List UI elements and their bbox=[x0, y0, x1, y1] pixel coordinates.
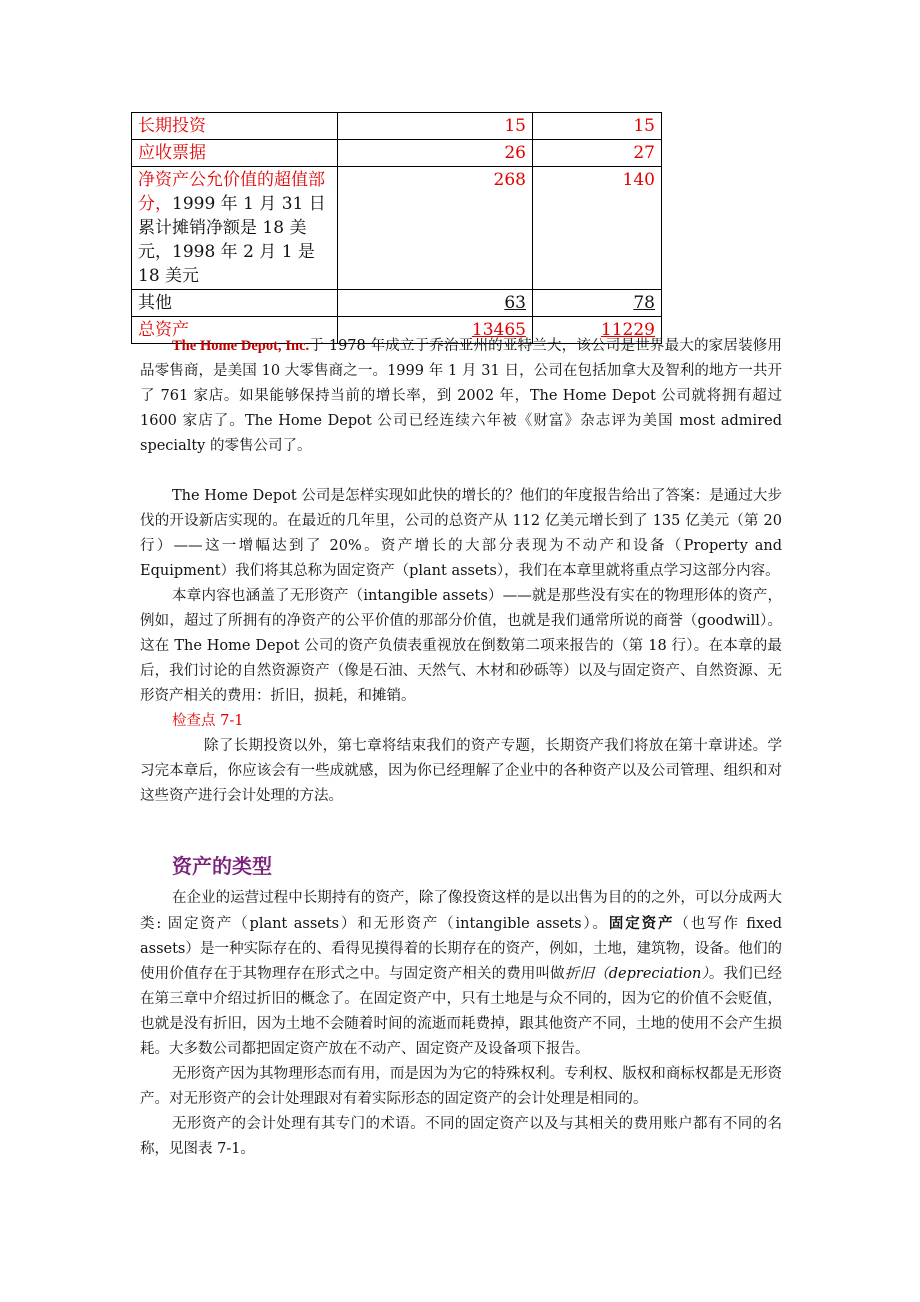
table-row bbox=[132, 140, 662, 167]
paragraph-asset-types bbox=[140, 886, 782, 1062]
row-label: 长期投资 bbox=[132, 113, 338, 140]
value-1998: 15 bbox=[533, 113, 662, 140]
paragraph-intangible-assets: 无形资产因为其物理形态而有用，而是因为为它的特殊权利。专利权、版权和商标权都是无形资产。对无形资产的会计处理跟对有着实际形态的固定资产的会计处理是相同的。 bbox=[140, 1066, 782, 1107]
value-1999: 13465 bbox=[338, 317, 533, 344]
checkpoint-label: 检查点 7-1 bbox=[172, 713, 244, 729]
body-text-lower bbox=[140, 886, 782, 1162]
term-depreciation: 折旧（depreciation） bbox=[564, 966, 709, 982]
paragraph-intangible: 本章内容也涵盖了无形资产（intangible assets）——就是那些没有实在的物理形体的资产，例如，超过了所拥有的净资产的公平价值的那部分价值，也就是我们通常所说的商誉（goodwill）。这在 The Home Depot 公司的资产负债表重视放在倒数第二项来报告的（第 18 行）。在本章的最后，我们讨论的自然资源资产（像是石油、天然气、木材和砂砾等）以及与固定资产、自然资源、无形资产相关的费用：折旧，损耗，和摊销。 bbox=[140, 588, 782, 704]
text-span: 在企业的运营过程中长期持有的资产，除了像投资这样的是以出售为目的的之外，可以分成两大类: 固定资产（plant assets）和无形资产（intangible assets）。 bbox=[140, 890, 782, 932]
row-label-note: 1999 年 1 月 31 日累计摊销净额是 18 美元，1998 年 2 月 1 是 18 美元 bbox=[138, 194, 326, 286]
section-heading: 资产的类型 bbox=[172, 854, 272, 878]
value-1998: 11229 bbox=[533, 317, 662, 344]
value-1999: 63 bbox=[338, 290, 533, 317]
text-span: 。我们已经在第三章中介绍过折旧的概念了。在固定资产中，只有土地是与众不同的，因为它的价值不会贬值，也就是没有折旧，因为土地不会随着时间的流逝而耗费掉，跟其他资产不同，土地的使用不会产生损耗。大多数公司都把固定资产放在不动产、固定资产及设备项下报告。 bbox=[140, 966, 783, 1057]
value-1999: 15 bbox=[338, 113, 533, 140]
value-1998: 78 bbox=[533, 290, 662, 317]
paragraph-terminology: 无形资产的会计处理有其专门的术语。不同的固定资产以及与其相关的费用账户都有不同的名称，见图表 7-1。 bbox=[140, 1116, 782, 1157]
value-1998: 27 bbox=[533, 140, 662, 167]
value-1998: 140 bbox=[533, 167, 662, 290]
body-text-upper bbox=[140, 334, 782, 809]
paragraph-intro bbox=[140, 334, 782, 459]
value-1999: 268 bbox=[338, 167, 533, 290]
row-label: 其他 bbox=[132, 290, 338, 317]
row-label: 应收票据 bbox=[132, 140, 338, 167]
row-label: 总资产 bbox=[132, 317, 338, 344]
table-row bbox=[132, 290, 662, 317]
table-row bbox=[132, 113, 662, 140]
paragraph-growth: The Home Depot 公司是怎样实现如此快的增长的？他们的年度报告给出了答案：是通过大步伐的开设新店实现的。在最近的几年里，公司的总资产从 112 亿美元增长到了 135 亿美元（第 20 行）——这一增幅达到了 20%。资产增长的大部分表现为不动产和设备（Property and Equipment）我们将其总称为固定资产（plant assets），我们在本章里就将重点学习这部分内容。 bbox=[140, 488, 782, 579]
row-label bbox=[132, 167, 338, 290]
table-row bbox=[132, 167, 662, 290]
blank-line bbox=[140, 459, 782, 484]
balance-sheet-table bbox=[131, 112, 662, 344]
row-label-red: 净资产公允价值的超值部分， bbox=[138, 170, 325, 214]
text-span: （也写作 fixed assets）是一种实际存在的、看得见摸得着的长期存在的资产，例如，土地，建筑物，设备。他们的使用价值存在于其物理存在形式之中。与固定资产相关的费用叫做 bbox=[140, 916, 782, 982]
paragraph-intro-text: 于 1978 年成立于乔治亚州的亚特兰大，该公司是世界最大的家居装修用品零售商，是美国 10 大零售商之一。1999 年 1 月 31 日，公司在包括加拿大及智利的地方一共开了 761 家店。如果能够保持当前的增长率，到 2002 年，The Home Depot 公司就将拥有超过 1600 家店了。The Home Depot 公司已经连续六年被《财富》杂志评为美国 most admired specialty 的零售公司了。 bbox=[140, 338, 782, 454]
term-plant-assets: 固定资产 bbox=[608, 915, 675, 932]
value-1999: 26 bbox=[338, 140, 533, 167]
paragraph-summary: 除了长期投资以外，第七章将结束我们的资产专题，长期资产我们将放在第十章讲述。学习完本章后，你应该会有一些成就感，因为你已经理解了企业中的各种资产以及公司管理、组织和对这些资产进行会计处理的方法。 bbox=[140, 738, 782, 804]
company-name: The Home Depot, Inc. bbox=[172, 338, 310, 354]
